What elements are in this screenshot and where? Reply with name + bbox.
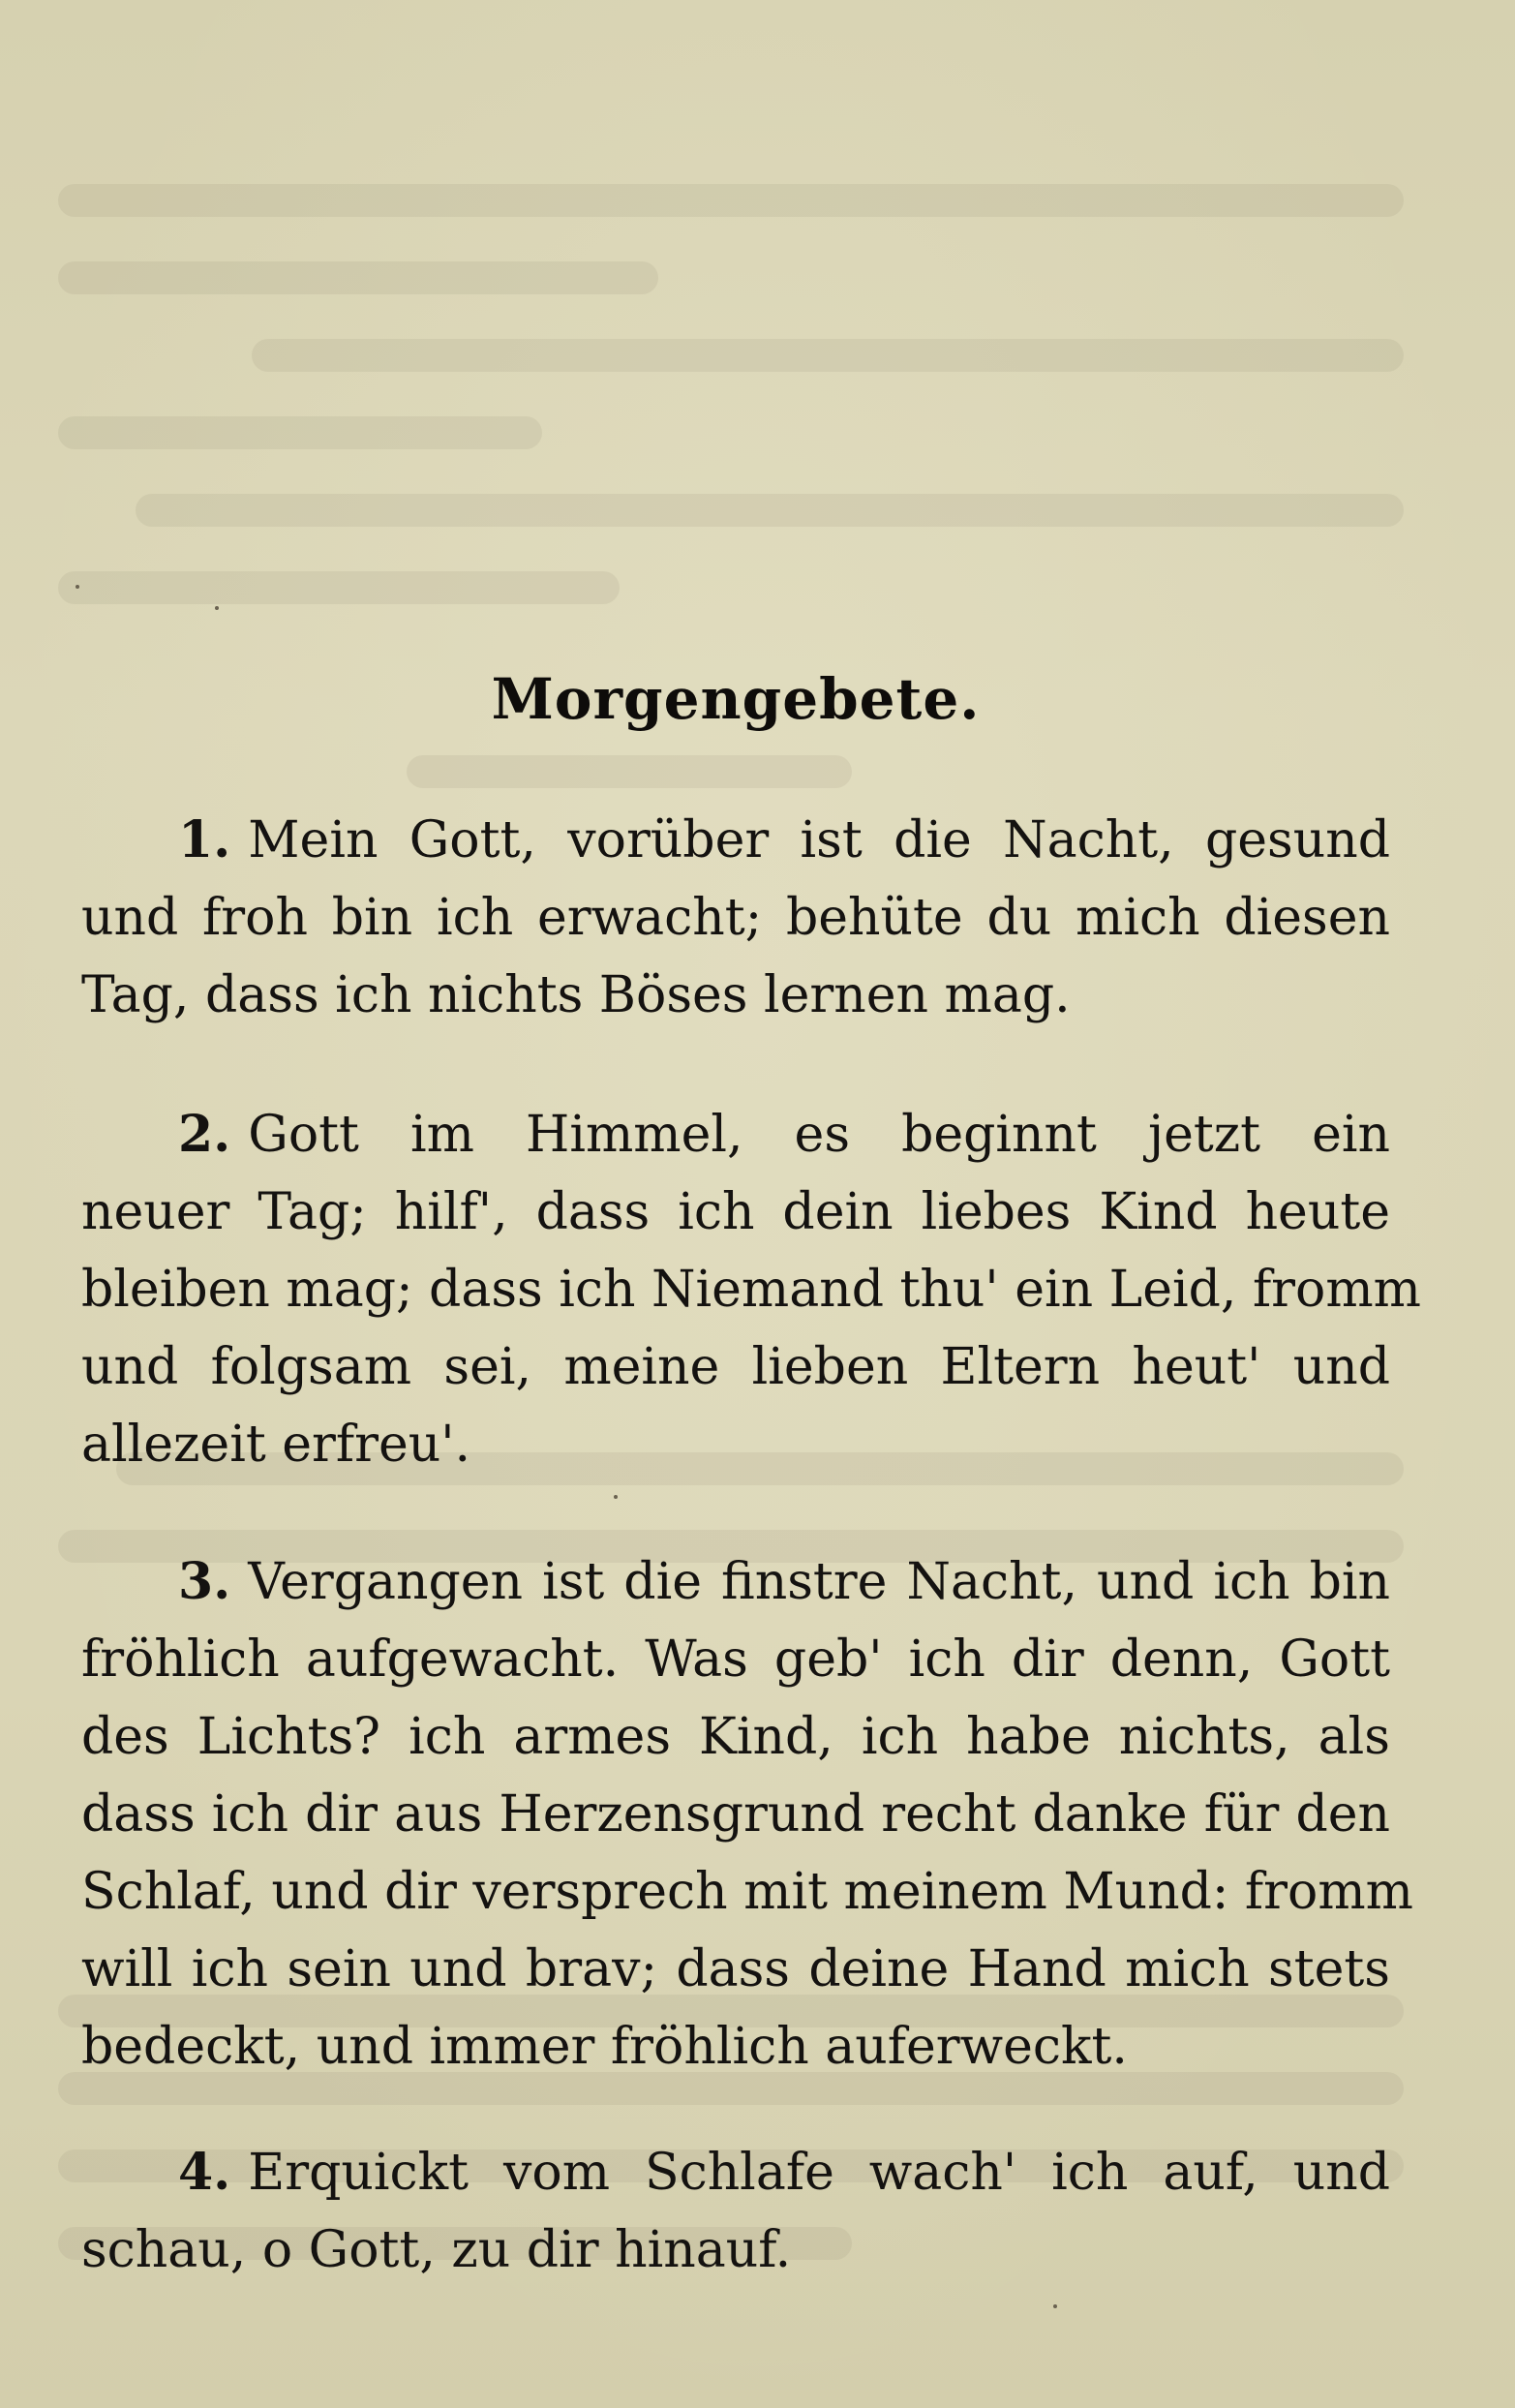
prayer-line: Tag, dass ich nichts Böses lernen mag. (81, 966, 1071, 1024)
paper-speck (215, 606, 219, 610)
prayer-line: neuer Tag; hilf', dass ich dein liebes Kind heute (81, 1183, 1390, 1241)
prayer-line: und froh bin ich erwacht; behüte du mich diesen (81, 889, 1390, 947)
prayer-number: 1. (178, 810, 231, 869)
prayer-2 (81, 1096, 1421, 1483)
prayer-line: schau, o Gott, zu dir hinauf. (81, 2221, 792, 2279)
prayer-3 (81, 1543, 1413, 2086)
prayer-number: 4. (178, 2143, 231, 2202)
prayer-1 (81, 802, 1390, 1034)
prayer-4 (81, 2134, 1390, 2289)
prayer-number: 3. (178, 1552, 231, 1611)
prayer-line: des Lichts? ich armes Kind, ich habe nichts, als (81, 1708, 1390, 1766)
prayer-line: allezeit erfreu'. (81, 1416, 471, 1474)
page-heading: Morgengebete. (491, 666, 981, 732)
prayer-line: bleiben mag; dass ich Niemand thu' ein Leid, fromm (81, 1261, 1421, 1319)
paper-speck (614, 1495, 618, 1499)
prayer-line: bedeckt, und immer fröhlich auferweckt. (81, 2018, 1128, 2076)
paper-speck (1053, 2304, 1057, 2308)
prayer-line: 2. Gott im Himmel, es beginnt jetzt ein (178, 1105, 1390, 1164)
paper-speck (76, 585, 79, 589)
prayer-line: fröhlich aufgewacht. Was geb' ich dir denn, Gott (81, 1631, 1390, 1689)
prayer-line: will ich sein und brav; dass deine Hand mich stets (81, 1940, 1390, 1998)
prayer-line: 3. Vergangen ist die finstre Nacht, und ich bin (178, 1552, 1390, 1611)
prayer-line: 1. Mein Gott, vorüber ist die Nacht, gesund (178, 810, 1390, 869)
prayer-line: und folgsam sei, meine lieben Eltern heut' und (81, 1338, 1390, 1396)
prayer-line: 4. Erquickt vom Schlafe wach' ich auf, und (178, 2143, 1390, 2202)
prayer-number: 2. (178, 1105, 231, 1164)
prayer-line: dass ich dir aus Herzensgrund recht danke für den (81, 1785, 1390, 1844)
prayer-line: Schlaf, und dir versprech mit meinem Mund: fromm (81, 1863, 1413, 1921)
